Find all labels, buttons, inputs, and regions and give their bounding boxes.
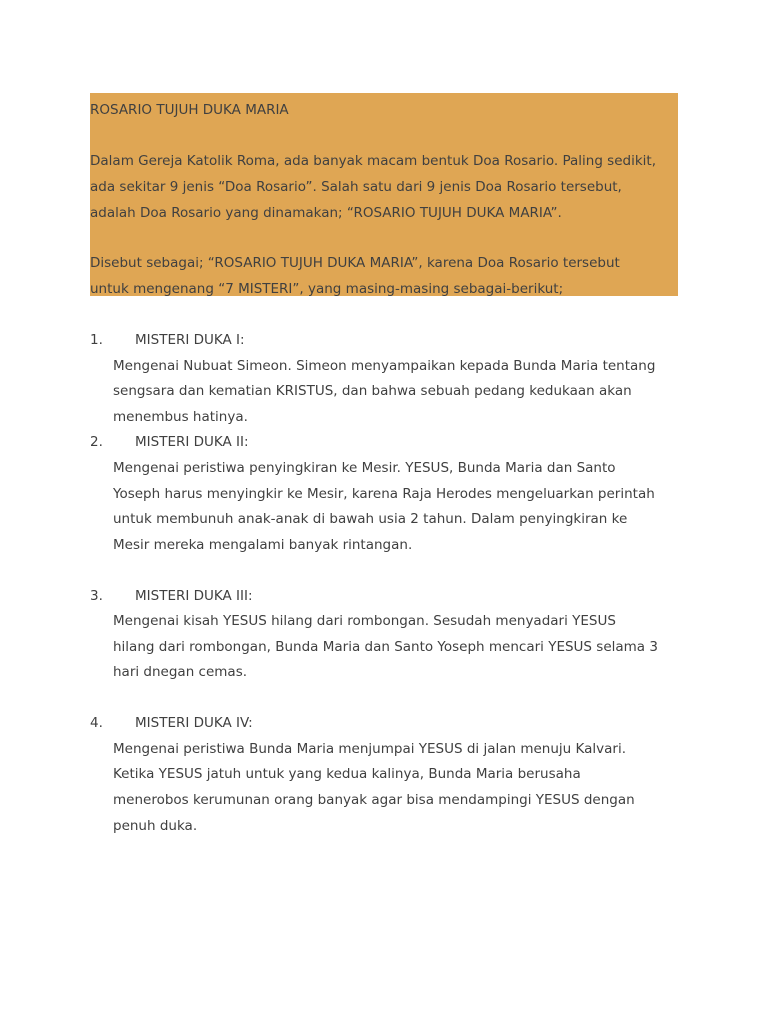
list-item-number: 1. [90,332,103,348]
list-item-body-line: untuk membunuh anak-anak di bawah usia 2 tahun. Dalam penyingkiran ke [113,511,628,527]
list-item-body-line: Ketika YESUS jatuh untuk yang kedua kalinya, Bunda Maria berusaha [113,766,581,782]
list-item-title: MISTERI DUKA III: [135,588,253,604]
list-item-number: 4. [90,715,103,731]
list-item-body-line: Yoseph harus menyingkir ke Mesir, karena Raja Herodes mengeluarkan perintah [113,486,655,502]
list-item-body-line: sengsara dan kematian KRISTUS, dan bahwa sebuah pedang kedukaan akan [113,383,632,399]
intro-paragraph-1-line-2: ada sekitar 9 jenis “Doa Rosario”. Salah satu dari 9 jenis Doa Rosario tersebut, [90,179,622,195]
intro-paragraph-1-line-3: adalah Doa Rosario yang dinamakan; “ROSARIO TUJUH DUKA MARIA”. [90,205,562,221]
list-item-title: MISTERI DUKA I: [135,332,245,348]
list-item-body-line: Mesir mereka mengalami banyak rintangan. [113,537,413,553]
intro-paragraph-1-line-1: Dalam Gereja Katolik Roma, ada banyak macam bentuk Doa Rosario. Paling sedikit, [90,153,656,169]
list-item-body-line: menerobos kerumunan orang banyak agar bisa mendampingi YESUS dengan [113,792,635,808]
list-item-number: 3. [90,588,103,604]
list-item-title: MISTERI DUKA IV: [135,715,253,731]
document-title: ROSARIO TUJUH DUKA MARIA [90,102,289,118]
list-item-body-line: penuh duka. [113,818,198,834]
list-item-body-line: Mengenai peristiwa penyingkiran ke Mesir. YESUS, Bunda Maria dan Santo [113,460,616,476]
intro-paragraph-2-line-1: Disebut sebagai; “ROSARIO TUJUH DUKA MARIA”, karena Doa Rosario tersebut [90,255,620,271]
intro-paragraph-2-line-2: untuk mengenang “7 MISTERI”, yang masing-masing sebagai-berikut; [90,281,564,297]
list-item-number: 2. [90,434,103,450]
list-item-body-line: Mengenai peristiwa Bunda Maria menjumpai YESUS di jalan menuju Kalvari. [113,741,627,757]
list-item-body-line: Mengenai kisah YESUS hilang dari rombongan. Sesudah menyadari YESUS [113,613,616,629]
list-item-body-line: Mengenai Nubuat Simeon. Simeon menyampaikan kepada Bunda Maria tentang [113,358,656,374]
list-item-body-line: hilang dari rombongan, Bunda Maria dan Santo Yoseph mencari YESUS selama 3 [113,639,658,655]
list-item-body-line: hari dnegan cemas. [113,664,248,680]
list-item-body-line: menembus hatinya. [113,409,248,425]
list-item-title: MISTERI DUKA II: [135,434,249,450]
